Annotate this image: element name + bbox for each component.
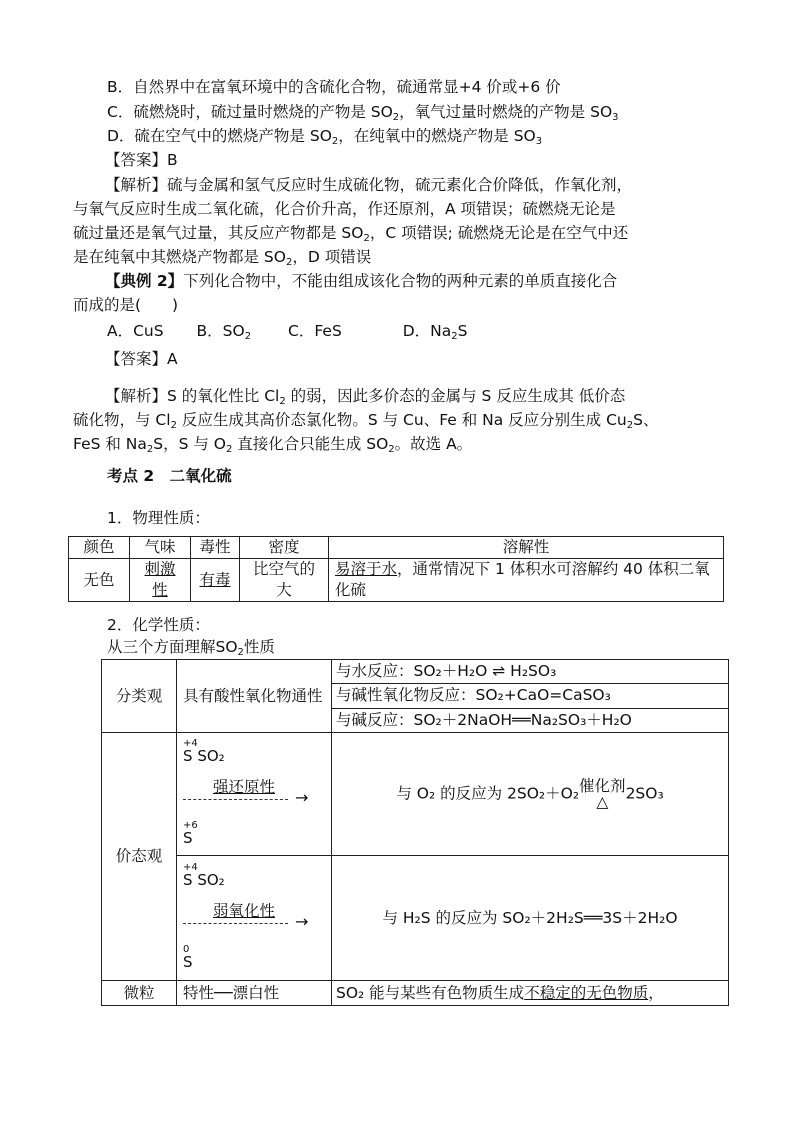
text: ，D 项错误: [292, 248, 372, 266]
text: S，S 与 O: [153, 435, 226, 453]
sub: 2: [170, 420, 177, 431]
text: 【解析】S 的氧化性比 Cl: [105, 387, 280, 405]
text: S: [183, 747, 193, 765]
sub: 3: [612, 112, 619, 123]
answer-1: 【答案】B: [105, 151, 178, 169]
cell-o2-reaction: [332, 733, 729, 856]
text: 从三个方面理解SO: [107, 638, 238, 656]
table-row: [102, 856, 729, 981]
valence-diagram: [183, 863, 325, 973]
heat: △: [596, 793, 609, 811]
sulfur-plus4: [183, 739, 225, 764]
table-header-row: [69, 537, 724, 559]
text: 不稳定的无色物质: [524, 983, 649, 1002]
chemical-properties-title: 2．化学性质：: [107, 616, 210, 634]
text: 直接化合只能生成 SO: [232, 435, 389, 453]
cell-category-label: 分类观: [102, 660, 177, 733]
sub: 2: [392, 112, 400, 123]
choice-a: A．CuS: [107, 322, 164, 340]
text: S: [183, 829, 193, 847]
text: FeS 和 Na: [73, 435, 147, 453]
sulfur-zero: [183, 945, 193, 970]
arrow-icon: →: [295, 788, 309, 807]
analysis-2-line1: [105, 385, 625, 407]
analysis-1-line4: [73, 246, 371, 268]
sub: 2: [331, 136, 339, 147]
header-toxicity: 毒性: [191, 537, 240, 559]
analysis-1-line3: [73, 222, 628, 244]
table-row: [69, 559, 724, 602]
sub: 3: [535, 136, 543, 147]
equation: SO₂＋H₂O ⇌ H₂SO₃: [413, 662, 557, 681]
catalyst: 催化剂: [579, 777, 626, 795]
text: 硫化物，与 Cl: [73, 411, 171, 429]
cell-toxicity: 有毒: [191, 559, 240, 602]
chemical-properties-subtitle: [107, 636, 275, 658]
strong-reduction-label: 强还原性: [213, 778, 276, 796]
sub: 2: [244, 331, 252, 342]
text: ，C 项错误; 硫燃烧无论是在空气中还: [369, 224, 629, 242]
cell-micro-property: 特性──漂白性: [177, 981, 332, 1006]
text: 与 O₂ 的反应为 2SO₂＋O₂: [396, 784, 580, 803]
weak-oxidation-label: 弱氧化性: [213, 902, 276, 920]
choice-d: [403, 322, 468, 340]
option-b: B．自然界中在富氧环境中的含硫化合物，硫通常显+4 价或+6 价: [107, 78, 561, 96]
cell-h2s-reaction: 与 H₂S 的反应为 SO₂＋2H₂S══3S＋2H₂O: [332, 856, 729, 981]
answer-2: 【答案】A: [105, 350, 178, 368]
physical-properties-title: 1．物理性质：: [107, 509, 210, 527]
analysis-2-line2: [73, 409, 658, 431]
cell-category-desc: 具有酸性氧化物通性: [177, 660, 332, 733]
sub: 2: [388, 444, 395, 455]
option-d-pre: D．硫在空气中的燃烧产物是 SO: [107, 127, 332, 145]
text: D．Na: [402, 322, 452, 340]
example-2-question: [105, 270, 617, 292]
sub: 2: [237, 647, 244, 658]
cell-micro-desc: [332, 981, 729, 1006]
text: 2SO₃: [625, 784, 664, 803]
reaction-condition: [579, 778, 626, 810]
text: SO₂: [197, 871, 225, 889]
ox-number: 0: [183, 944, 190, 955]
analysis-1-line1: 【解析】硫与金属和氢气反应时生成硫化物，硫元素化合价降低，作氧化剂，: [105, 176, 633, 194]
header-density: 密度: [240, 537, 329, 559]
text: 是在纯氧中其燃烧产物都是 SO: [73, 248, 286, 266]
table-row: [102, 660, 729, 684]
header-smell: 气味: [130, 537, 191, 559]
cell-reaction-base: [332, 708, 729, 732]
option-c-mid: ，氧气过量时燃烧的产物是 SO: [399, 103, 613, 121]
sub: 2: [451, 331, 458, 342]
cell-weak-oxidation: [177, 856, 332, 981]
section-heading: 考点 2 二氧化硫: [107, 467, 232, 485]
option-d: [107, 125, 542, 147]
text: 下列化合物中，不能由组成该化合物的两种元素的单质直接化合: [183, 272, 618, 290]
sulfur-plus4: [183, 863, 225, 888]
sub: 2: [279, 396, 286, 407]
cell-valence-label: 价态观: [102, 733, 177, 981]
arrow-icon: →: [295, 912, 309, 931]
text: 与碱反应：: [336, 710, 414, 729]
sulfur-plus6: [183, 821, 198, 846]
text: S: [183, 953, 193, 971]
text: B．SO: [196, 322, 245, 340]
sub: 2: [226, 444, 233, 455]
analysis-1-line2: 与氧气反应时生成二氧化硫，化合价升高，作还原剂，A 项错误；硫燃烧无论是: [73, 200, 616, 218]
cell-smell: 刺激性: [130, 559, 191, 602]
text: S: [457, 322, 468, 340]
dashed-line: [183, 923, 288, 924]
cell-solubility: [329, 559, 724, 602]
example-label: 【典例 2】: [105, 272, 184, 290]
header-color: 颜色: [69, 537, 130, 559]
text: 。故选 A。: [394, 435, 473, 453]
cell-color: 无色: [69, 559, 130, 602]
option-c: [107, 101, 619, 123]
dashed-line: [183, 799, 288, 800]
text: 的弱，因此多价态的金属与 S 反应生成其 低价态: [285, 387, 626, 405]
text: 性质: [243, 638, 275, 656]
ox-number: +4: [183, 862, 198, 873]
text: 反应生成其高价态氯化物。S 与 Cu、Fe 和 Na 反应分别生成 Cu: [176, 411, 627, 429]
text: 与水反应：: [336, 662, 414, 681]
equation: SO₂+CaO=CaSO₃: [475, 686, 611, 705]
choice-c: C．FeS: [288, 322, 342, 340]
ox-number: +4: [183, 738, 198, 749]
chemical-properties-table: [101, 659, 729, 1006]
text: SO₂ 能与某些有色物质生成: [336, 983, 525, 1002]
text: 与碱性氧化物反应：: [336, 686, 476, 705]
cell-reaction-water: [332, 660, 729, 684]
text: ，: [648, 983, 664, 1002]
sub: 2: [626, 420, 634, 431]
ox-number: +6: [183, 820, 198, 831]
equation: SO₂＋2NaOH══Na₂SO₃＋H₂O: [413, 710, 632, 729]
text: SO₂: [197, 747, 225, 765]
sub: 2: [285, 257, 293, 268]
table-row: [102, 981, 729, 1006]
example-2-question-2: 而成的是( ): [73, 296, 179, 314]
text: 易溶于水: [335, 560, 398, 578]
option-c-pre: C．硫燃烧时，硫过量时燃烧的产物是 SO: [107, 103, 393, 121]
table-row: [102, 733, 729, 856]
text: ，通常情况下 1 体积水可溶解约 40 体积二氧化硫: [335, 560, 710, 599]
sub: 2: [363, 233, 370, 244]
text: 硫过量还是氧气过量，其反应产物都是 SO: [73, 224, 364, 242]
text: S: [183, 871, 193, 889]
header-solubility: 溶解性: [329, 537, 724, 559]
text: S、: [633, 411, 659, 429]
cell-strong-reduction: [177, 733, 332, 856]
valence-diagram: [183, 739, 325, 849]
analysis-2-line3: [73, 433, 472, 455]
sub: 2: [146, 444, 154, 455]
cell-density: 比空气的大: [240, 559, 329, 602]
option-d-mid: ，在纯氧中的燃烧产物是 SO: [338, 127, 536, 145]
cell-reaction-basic-oxide: [332, 684, 729, 708]
choice-b: [197, 322, 252, 340]
example-2-options: [107, 320, 468, 342]
cell-micro-label: 微粒: [102, 981, 177, 1006]
physical-properties-table: [68, 536, 724, 602]
